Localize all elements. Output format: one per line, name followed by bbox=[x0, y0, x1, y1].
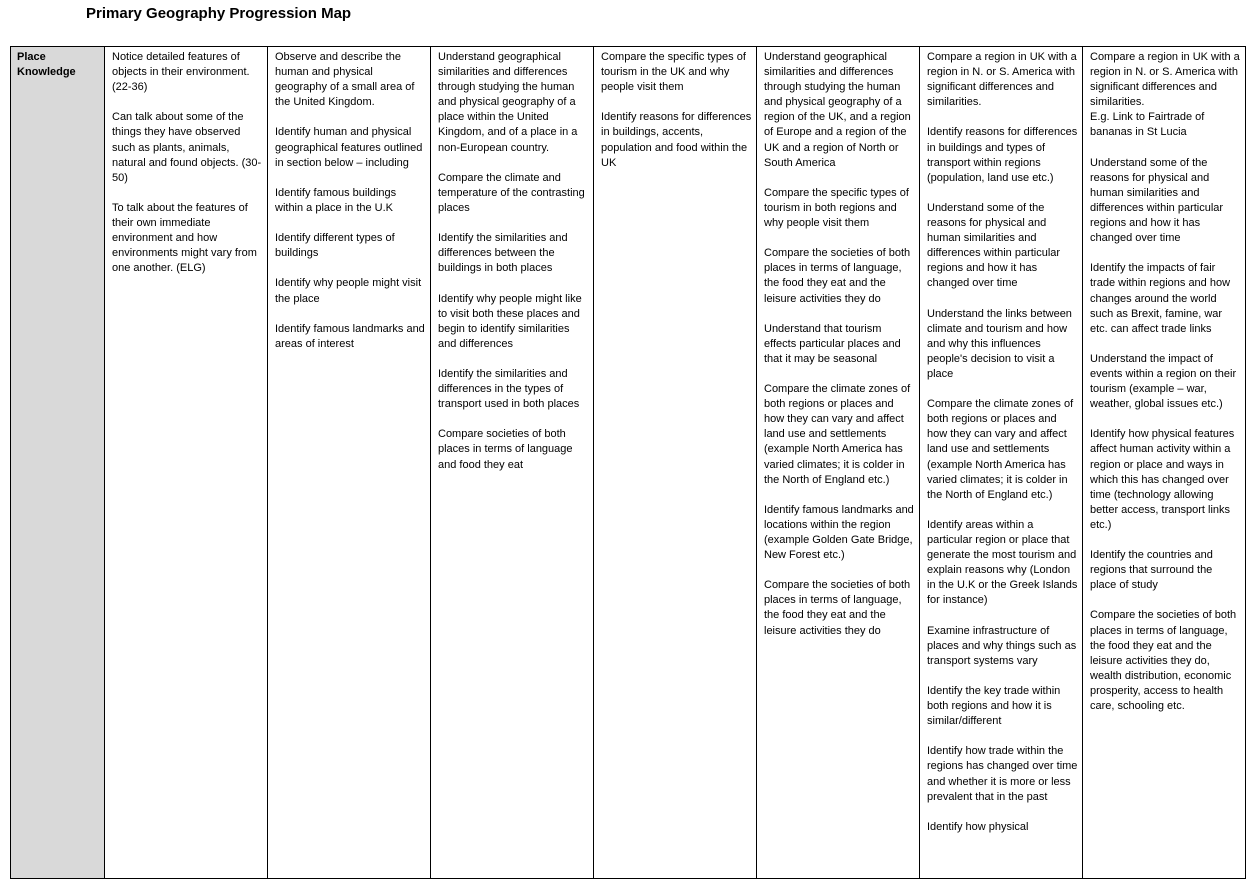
cell-paragraph: Understand geographical similarities and differences through studying the human and physical geography of a place within the United Kingdom, and of a place in a non-European country. bbox=[438, 51, 578, 154]
column-6-cell bbox=[920, 47, 1083, 878]
row-header-cell bbox=[11, 47, 105, 878]
cell-paragraph: Understand geographical similarities and differences through studying the human and physical geography of a region of the UK, and a region of Europe and a region of the UK and a region of North or South America bbox=[764, 51, 911, 169]
cell-paragraph: Observe and describe the human and physical geography of a small area of the United Kingdom. bbox=[275, 51, 415, 109]
row-header-label: Place Knowledge bbox=[17, 51, 76, 79]
cell-paragraph: Identify the impacts of fair trade within regions and how changes around the world such as Brexit, famine, war etc. can affect trade links bbox=[1090, 262, 1231, 335]
column-7-cell bbox=[1083, 47, 1245, 878]
cell-paragraph: Compare the specific types of tourism in both regions and why people visit them bbox=[764, 186, 909, 230]
cell-paragraph: Compare the specific types of tourism in the UK and why people visit them bbox=[601, 51, 746, 94]
progression-table bbox=[10, 46, 1246, 879]
cell-paragraph: Identify the countries and regions that surround the place of study bbox=[1090, 549, 1213, 592]
cell-paragraph: Identify human and physical geographical features outlined in section below – including bbox=[275, 126, 423, 169]
cell-paragraph: Identify the key trade within both regions and how it is similar/different bbox=[927, 684, 1061, 728]
cell-paragraph: Identify reasons for differences in buildings and types of transport within regions (population, land use etc.) bbox=[927, 126, 1078, 184]
cell-paragraph: Identify why people might visit the place bbox=[275, 277, 422, 305]
cell-paragraph: Compare the climate zones of both regions or places and how they can vary and affect land use and settlements (example North America has varied climates; it is colder in the North of England etc.) bbox=[927, 398, 1074, 501]
cell-paragraph: Understand that tourism effects particular places and that it may be seasonal bbox=[764, 322, 901, 365]
cell-paragraph: Identify how trade within the regions has changed over time and whether it is more or less prevalent that in the past bbox=[927, 745, 1078, 803]
cell-paragraph: Identify why people might like to visit both these places and begin to identify similarities and differences bbox=[438, 292, 582, 350]
cell-paragraph: Compare the societies of both places in terms of language, the food they eat and the leisure activities they do bbox=[764, 579, 911, 637]
cell-paragraph: Identify different types of buildings bbox=[275, 232, 395, 260]
cell-paragraph: Understand the impact of events within a region on their tourism (example – war, weather, global issues etc.) bbox=[1090, 352, 1237, 411]
cell-paragraph: Understand some of the reasons for physical and human similarities and differences within particular regions and how it has changed over time bbox=[1090, 156, 1224, 245]
cell-paragraph: Compare a region in UK with a region in N. or S. America with significant differences and similarities. E.g. Link to Fairtrade of bananas in St Lucia bbox=[1090, 51, 1240, 139]
cell-paragraph: To talk about the features of their own immediate environment and how environments might vary from one another. (ELG) bbox=[112, 201, 257, 275]
cell-paragraph: Identify famous buildings within a place in the U.K bbox=[275, 186, 397, 214]
cell-paragraph: Compare the climate zones of both regions or places and how they can vary and affect land use and settlements (example North America has varied climates; it is colder in the North of England etc.) bbox=[764, 383, 911, 486]
cell-paragraph: Understand the links between climate and tourism and how and why this influences people's decision to visit a place bbox=[927, 307, 1072, 380]
column-5-cell bbox=[757, 47, 920, 878]
cell-paragraph: Can talk about some of the things they have observed such as plants, animals, natural and found objects. (30-50) bbox=[112, 111, 262, 184]
cell-paragraph: Identify the similarities and differences between the buildings in both places bbox=[438, 232, 568, 275]
cell-paragraph: Identify areas within a particular region or place that generate the most tourism and explain reasons why (London in the U.K or the Greek Islands for instance) bbox=[927, 518, 1078, 607]
cell-paragraph: Understand some of the reasons for physical and human similarities and differences within particular regions and how it has changed over time bbox=[927, 201, 1061, 290]
document-title: Primary Geography Progression Map bbox=[86, 5, 352, 22]
cell-paragraph: Compare the societies of both places in terms of language, the food they eat and the leisure activities they do, wealth distribution, economic prosperity, access to health care, schooling etc. bbox=[1090, 609, 1237, 713]
cell-paragraph: Compare societies of both places in terms of language and food they eat bbox=[438, 428, 573, 471]
cell-paragraph: Identify reasons for differences in buildings, accents, population and food within the UK bbox=[601, 111, 752, 169]
cell-paragraph: Identify famous landmarks and areas of interest bbox=[275, 322, 425, 350]
cell-paragraph: Identify the similarities and differences in the types of transport used in both places bbox=[438, 367, 580, 411]
column-1-cell bbox=[105, 47, 268, 878]
cell-paragraph: Compare the climate and temperature of the contrasting places bbox=[438, 171, 585, 214]
column-3-cell bbox=[431, 47, 594, 878]
cell-paragraph: Identify how physical features affect human activity within a region or place and ways in which this has changed over time (technology allowing better access, transport links etc.) bbox=[1090, 428, 1235, 531]
cell-paragraph: Examine infrastructure of places and why things such as transport systems vary bbox=[927, 624, 1077, 667]
cell-paragraph: Identify how physical bbox=[927, 820, 1029, 833]
cell-paragraph: Compare a region in UK with a region in N. or S. America with significant differences and similarities. bbox=[927, 51, 1077, 109]
cell-paragraph: Identify famous landmarks and locations within the region (example Golden Gate Bridge, New Forest etc.) bbox=[764, 503, 914, 562]
cell-paragraph: Notice detailed features of objects in their environment. (22-36) bbox=[112, 51, 250, 94]
cell-paragraph: Compare the societies of both places in terms of language, the food they eat and the leisure activities they do bbox=[764, 247, 911, 305]
column-4-cell bbox=[594, 47, 757, 878]
column-2-cell bbox=[268, 47, 431, 878]
